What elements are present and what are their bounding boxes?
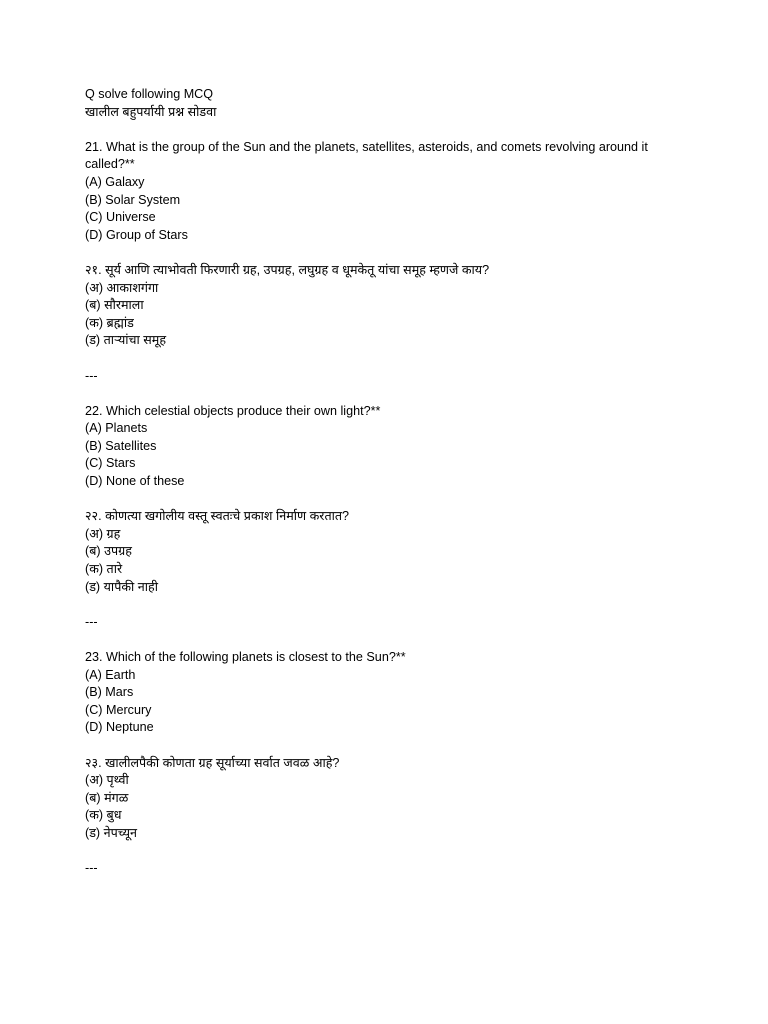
question-22-separator: ---: [85, 614, 98, 629]
question-22-option-c-en: (C) Stars: [85, 456, 136, 471]
question-23-text-en: 23. Which of the following planets is closest to the Sun?**: [85, 650, 406, 664]
question-23: [85, 649, 685, 878]
question-22-option-b-mr: (ब) उपग्रह: [85, 544, 132, 559]
question-22-option-b-en: (B) Satellites: [85, 438, 157, 453]
document-page: [85, 86, 685, 878]
spacer: [85, 244, 685, 262]
question-22-option-d-en: (D) None of these: [85, 474, 185, 489]
question-22-option-d-mr: (ड) यापैकी नाही: [85, 579, 158, 594]
question-21-option-b-en: (B) Solar System: [85, 192, 181, 207]
question-21-option-a-mr: (अ) आकाशगंगा: [85, 280, 159, 295]
spacer: [85, 737, 685, 755]
question-21-text-en: 21. What is the group of the Sun and the planets, satellites, asteroids, and comets revolving around it called?**: [85, 139, 648, 172]
question-21-option-d-en: (D) Group of Stars: [85, 227, 188, 242]
question-23-option-d-mr: (ड) नेपच्यून: [85, 825, 138, 840]
spacer: [85, 596, 685, 614]
question-23-option-b-en: (B) Mars: [85, 685, 134, 700]
question-23-option-a-mr: (अ) पृथ्वी: [85, 773, 129, 788]
question-23-option-d-en: (D) Neptune: [85, 720, 154, 735]
spacer: [85, 631, 685, 649]
question-22-text-en: 22. Which celestial objects produce their own light?**: [85, 403, 381, 418]
question-23-option-a-en: (A) Earth: [85, 667, 136, 682]
question-23-text-mr: २३. खालीलपैकी कोणता ग्रह सूर्याच्या सर्वात जवळ आहे?: [85, 755, 340, 770]
question-23-separator: ---: [85, 861, 98, 876]
question-22-option-a-en: (A) Planets: [85, 421, 148, 436]
header-title-mr: खालील बहुपर्यायी प्रश्न सोडवा: [85, 104, 217, 119]
question-21-option-c-mr: (क) ब्रह्मांड: [85, 315, 134, 330]
question-21-option-a-en: (A) Galaxy: [85, 174, 145, 189]
question-21-option-b-mr: (ब) सौरमाला: [85, 298, 144, 313]
spacer: [85, 385, 685, 403]
spacer: [85, 350, 685, 368]
question-21-option-c-en: (C) Universe: [85, 210, 156, 225]
question-22-option-a-mr: (अ) ग्रह: [85, 526, 121, 541]
question-22-option-c-mr: (क) तारे: [85, 562, 123, 577]
header-title-en: Q solve following MCQ: [85, 87, 214, 101]
question-22-text-mr: २२. कोणत्या खगोलीय वस्तू स्वतःचे प्रकाश निर्माण करतात?: [85, 509, 350, 524]
question-21-text-mr: २१. सूर्य आणि त्याभोवती फिरणारी ग्रह, उपग्रह, लघुग्रह व धूमकेतू यांचा समूह म्हणजे काय?: [85, 262, 490, 277]
question-23-option-c-mr: (क) बुध: [85, 808, 122, 823]
question-22: [85, 403, 685, 649]
spacer: [85, 121, 685, 139]
question-21-separator: ---: [85, 368, 98, 383]
question-21: [85, 139, 685, 403]
question-23-option-c-en: (C) Mercury: [85, 702, 152, 717]
question-23-option-b-mr: (ब) मंगळ: [85, 790, 129, 805]
question-21-option-d-mr: (ड) ताऱ्यांचा समूह: [85, 333, 167, 348]
spacer: [85, 843, 685, 861]
spacer: [85, 491, 685, 509]
